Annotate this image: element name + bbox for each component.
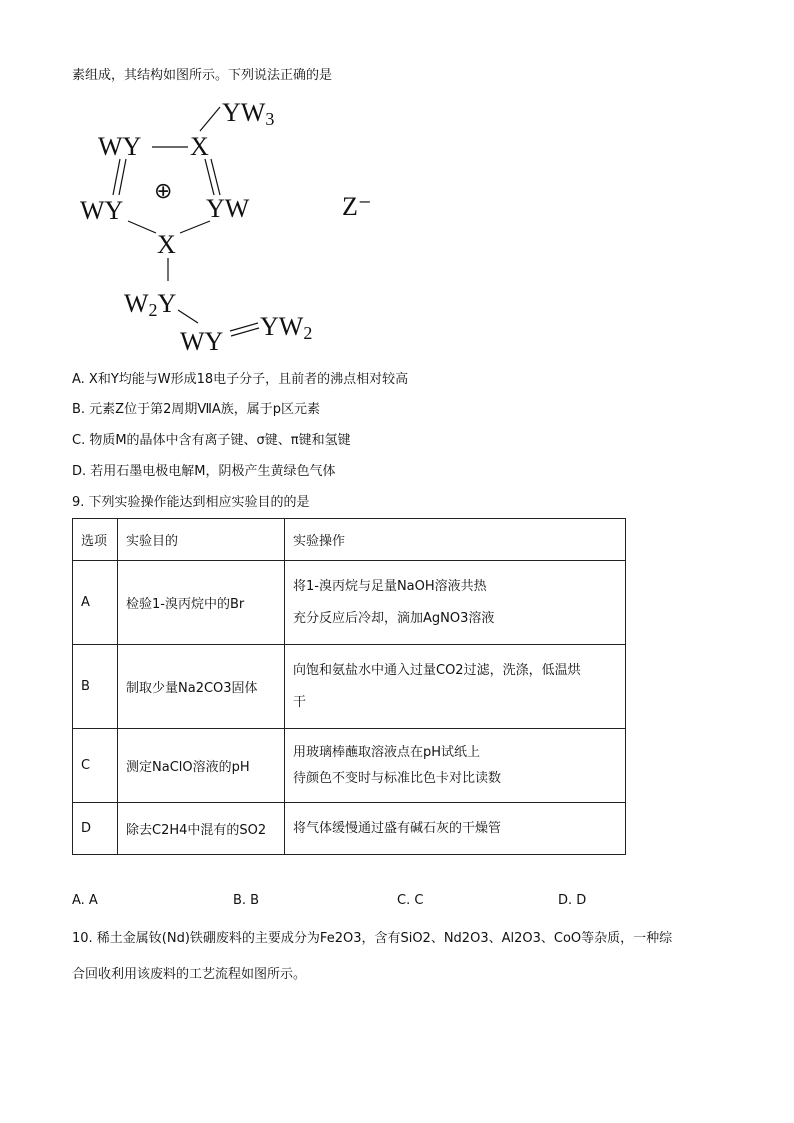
answer-d: D. D xyxy=(558,893,587,908)
row-b-operation-line1: 向饱和氨盐水中通入过量CO2过滤，洗涤，低温烘 xyxy=(293,662,581,678)
header-option: 选项 xyxy=(73,519,118,561)
label-yw2: YW2 xyxy=(260,312,313,343)
row-a-operation-line1: 将1-溴丙烷与足量NaOH溶液共热 xyxy=(293,578,487,594)
answer-b: B. B xyxy=(233,893,260,908)
label-yw3: YW3 xyxy=(222,98,275,129)
q10-line2: 合回收利用该废料的工艺流程如图所示。 xyxy=(72,967,307,982)
row-a-operation xyxy=(285,561,626,645)
row-c-purpose: 测定NaClO溶液的pH xyxy=(118,729,285,803)
row-d-option: D xyxy=(73,803,118,855)
label-anion-z: Z⁻ xyxy=(342,192,372,221)
row-d-operation-line1: 将气体缓慢通过盛有碱石灰的干燥管 xyxy=(293,820,502,836)
bond-double-left-a xyxy=(113,159,120,195)
row-b-operation xyxy=(285,645,626,729)
ionic-structure-diagram xyxy=(60,95,400,360)
label-wy-left: WY xyxy=(80,196,124,225)
intro-line: 素组成，其结构如图所示。下列说法正确的是 xyxy=(72,68,333,83)
label-wy-top: WY xyxy=(98,132,142,161)
table-row xyxy=(73,729,626,803)
row-a-purpose: 检验1-溴丙烷中的Br xyxy=(118,561,285,645)
bond-w2y-wy xyxy=(178,310,198,323)
q8-option-b: B. 元素Z位于第2周期ⅦA族，属于p区元素 xyxy=(72,402,321,417)
label-wy-bottom: WY xyxy=(180,327,224,356)
experiment-table xyxy=(72,518,626,855)
row-b-purpose: 制取少量Na2CO3固体 xyxy=(118,645,285,729)
table-row xyxy=(73,561,626,645)
answer-c: C. C xyxy=(397,893,424,908)
header-operation: 实验操作 xyxy=(285,519,626,561)
row-a-option: A xyxy=(73,561,118,645)
table-row xyxy=(73,645,626,729)
q8-option-d: D. 若用石墨电极电解M，阴极产生黄绿色气体 xyxy=(72,464,336,479)
q8-option-c: C. 物质M的晶体中含有离子键、σ键、π键和氢键 xyxy=(72,433,351,448)
table-header-row xyxy=(73,519,626,561)
row-b-operation-line2: 干 xyxy=(293,694,307,710)
label-x-top: X xyxy=(190,132,209,161)
row-c-operation-line2: 待颜色不变时与标准比色卡对比读数 xyxy=(293,770,502,786)
row-c-option: C xyxy=(73,729,118,803)
label-x-bottom: X xyxy=(157,230,176,259)
bond-wy-x-bottom xyxy=(128,221,156,233)
q10-line1: 10. 稀土金属钕(Nd)铁硼废料的主要成分为Fe2O3，含有SiO2、Nd2O3、Al2O3、CoO等杂质，一种综 xyxy=(72,931,673,946)
row-a-operation-line2: 充分反应后冷却，滴加AgNO3溶液 xyxy=(293,610,495,626)
label-yw-right: YW xyxy=(206,194,250,223)
table-row xyxy=(73,803,626,855)
row-b-option: B xyxy=(73,645,118,729)
positive-charge-icon: ⊕ xyxy=(154,178,173,203)
q8-option-a: A. X和Y均能与W形成18电子分子，且前者的沸点相对较高 xyxy=(72,372,409,387)
bond-x-yw3 xyxy=(200,107,220,131)
bond-double-left-b xyxy=(119,159,126,195)
row-c-operation-line1: 用玻璃棒蘸取溶液点在pH试纸上 xyxy=(293,744,481,760)
label-w2y: W2Y xyxy=(124,289,177,320)
answer-a: A. A xyxy=(72,893,98,908)
q9-stem: 9. 下列实验操作能达到相应实验目的的是 xyxy=(72,495,310,510)
row-c-operation xyxy=(285,729,626,803)
header-purpose: 实验目的 xyxy=(118,519,285,561)
row-d-purpose: 除去C2H4中混有的SO2 xyxy=(118,803,285,855)
row-d-operation xyxy=(285,803,626,855)
